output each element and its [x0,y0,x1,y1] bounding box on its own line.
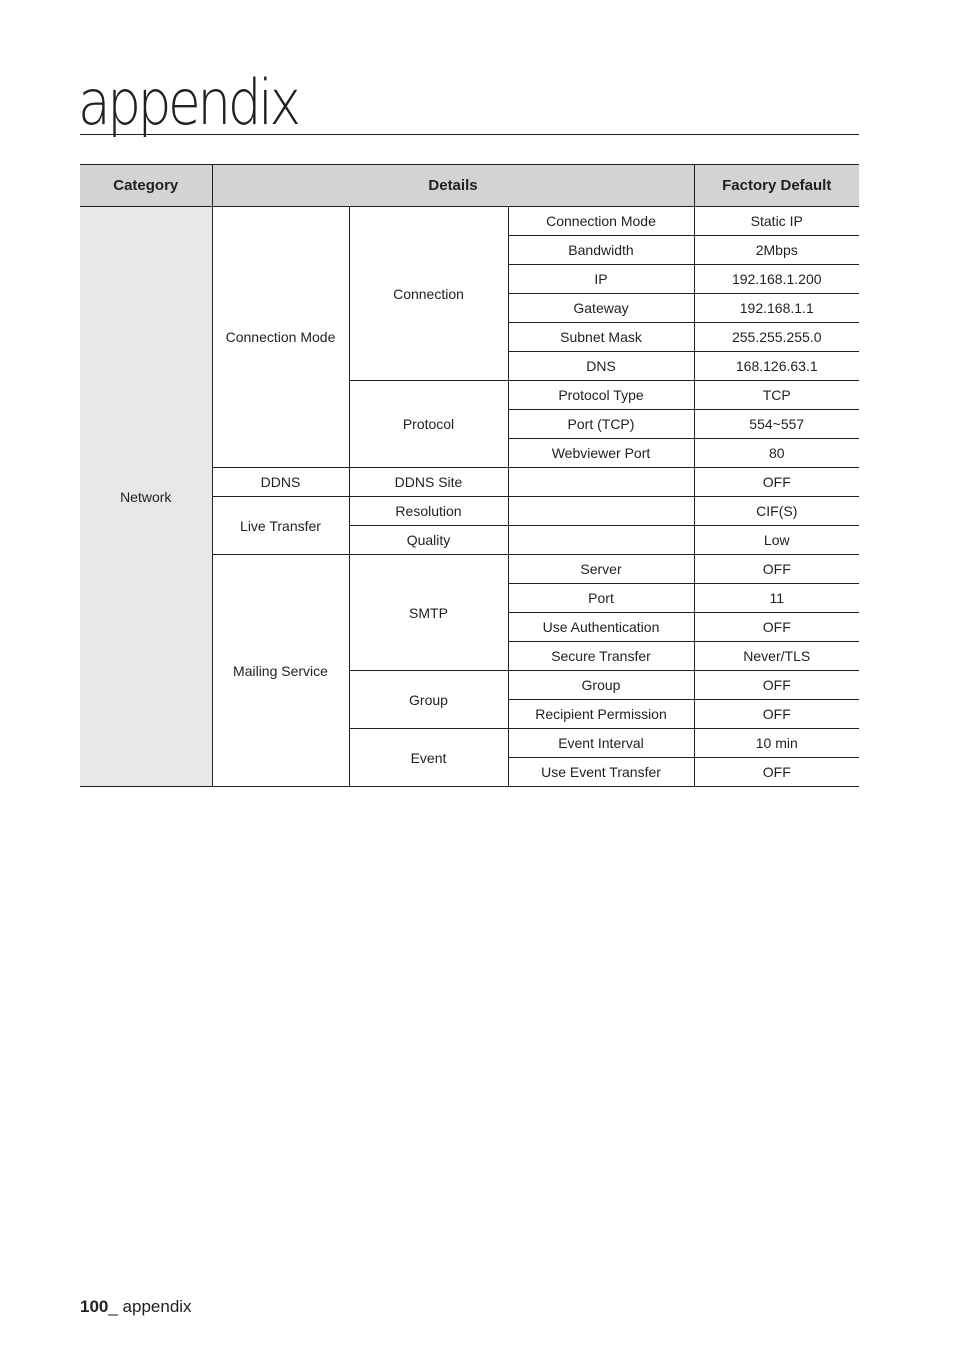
subgroup-cell: Event [349,729,508,787]
item-cell: Secure Transfer [508,642,694,671]
group-cell: Connection Mode [212,207,349,468]
item-cell: Group [508,671,694,700]
subgroup-cell: DDNS Site [349,468,508,497]
title-rule [80,134,859,135]
header-details: Details [212,165,694,207]
page-title: appendix [78,66,298,139]
item-cell: Use Event Transfer [508,758,694,787]
item-cell: IP [508,265,694,294]
header-factory-default: Factory Default [694,165,859,207]
item-cell: Gateway [508,294,694,323]
subgroup-cell: Connection [349,207,508,381]
factory-default-table [80,164,859,787]
value-cell: 2Mbps [694,236,859,265]
value-cell: 10 min [694,729,859,758]
item-cell: Webviewer Port [508,439,694,468]
subgroup-cell: Group [349,671,508,729]
value-cell: TCP [694,381,859,410]
value-cell: OFF [694,700,859,729]
group-cell: Live Transfer [212,497,349,555]
item-cell: Recipient Permission [508,700,694,729]
item-cell [508,497,694,526]
value-cell: 168.126.63.1 [694,352,859,381]
value-cell: Low [694,526,859,555]
value-cell: 192.168.1.1 [694,294,859,323]
item-cell: Protocol Type [508,381,694,410]
item-cell [508,526,694,555]
item-cell: Bandwidth [508,236,694,265]
item-cell: Subnet Mask [508,323,694,352]
value-cell: OFF [694,671,859,700]
item-cell [508,468,694,497]
value-cell: 554~557 [694,410,859,439]
page-number: 100 [80,1297,109,1316]
value-cell: OFF [694,555,859,584]
footer-label: _ appendix [108,1297,192,1316]
subgroup-cell: Protocol [349,381,508,468]
value-cell: 255.255.255.0 [694,323,859,352]
value-cell: OFF [694,613,859,642]
value-cell: 11 [694,584,859,613]
item-cell: Port (TCP) [508,410,694,439]
item-cell: Use Authentication [508,613,694,642]
subgroup-cell: Quality [349,526,508,555]
category-cell: Network [80,207,212,787]
value-cell: 80 [694,439,859,468]
item-cell: Event Interval [508,729,694,758]
page-footer [80,1297,192,1317]
value-cell: Never/TLS [694,642,859,671]
value-cell: CIF(S) [694,497,859,526]
subgroup-cell: SMTP [349,555,508,671]
item-cell: Connection Mode [508,207,694,236]
group-cell: Mailing Service [212,555,349,787]
group-cell: DDNS [212,468,349,497]
item-cell: DNS [508,352,694,381]
value-cell: Static IP [694,207,859,236]
table-header-row [80,165,859,207]
table-row [80,207,859,236]
value-cell: 192.168.1.200 [694,265,859,294]
value-cell: OFF [694,468,859,497]
item-cell: Port [508,584,694,613]
value-cell: OFF [694,758,859,787]
header-category: Category [80,165,212,207]
item-cell: Server [508,555,694,584]
subgroup-cell: Resolution [349,497,508,526]
